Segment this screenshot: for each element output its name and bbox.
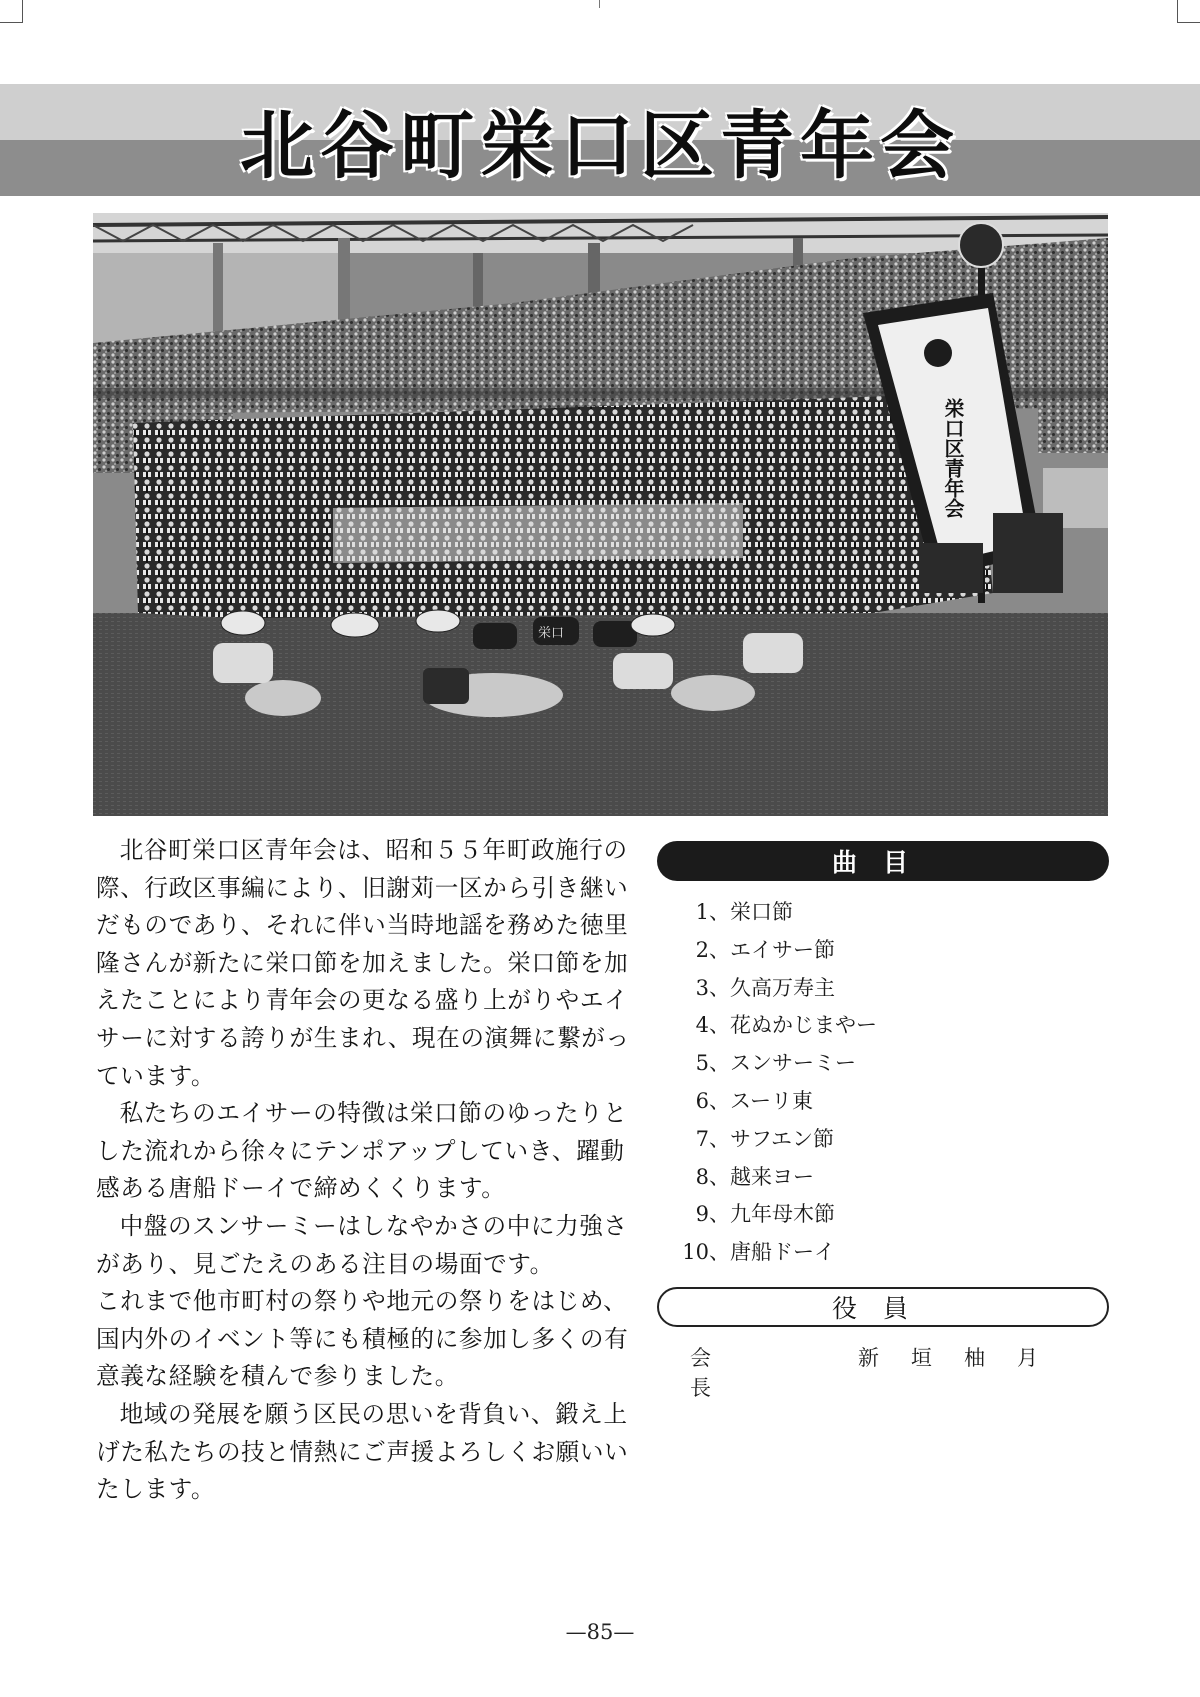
body-paragraph: 私たちのエイサーの特徴は栄口節のゆったりとした流れから徐々にテンポアップしていき、躍動感ある唐船ドーイで締めくくります。 — [96, 1099, 628, 1203]
song-item — [680, 1196, 877, 1234]
song-name: 唐船ドーイ — [730, 1240, 835, 1265]
song-name: 九年母木節 — [730, 1202, 835, 1227]
body-paragraph: 中盤のスンサーミーはしなやかさの中に力強さがあり、見ごたえのある注目の場面です。 — [96, 1211, 628, 1278]
body-paragraph: 北谷町栄口区青年会は、昭和５５年町政施行の際、行政区事編により、旧謝苅一区から引き継いだものであり、それに伴い当時地謡を務めた徳里隆さんが新たに栄口節を加えました。栄口節を加えたことにより青年会の更なる盛り上がりやエイサーに対する誇りが生まれ、現在の演舞に繋がっています。 — [96, 836, 630, 1090]
crop-mark-top-center — [599, 0, 600, 8]
banner-text: 栄口区青年会 — [941, 398, 965, 518]
song-name: エイサー節 — [730, 937, 835, 962]
officer-role: 会長 — [690, 1346, 781, 1400]
crop-mark-top-right — [1177, 0, 1200, 23]
song-number: 2、 — [695, 937, 730, 962]
officers-heading: 役員 — [657, 1287, 1109, 1327]
song-name: 花ぬかじまやー — [730, 1013, 877, 1038]
song-number: 6、 — [695, 1088, 730, 1113]
song-name: サフエン節 — [730, 1126, 834, 1151]
song-item — [680, 1083, 877, 1121]
body-paragraph: これまで他市町村の祭りや地元の祭りをはじめ、国内外のイベント等にも積極的に参加し多くの有意義な経験を積んで参りました。 — [96, 1287, 629, 1391]
song-name: 越来ヨー — [730, 1164, 814, 1189]
song-name: スンサーミー — [730, 1051, 856, 1076]
songs-list — [680, 894, 877, 1272]
crop-mark-top-left — [0, 0, 23, 23]
song-name: 久高万寿主 — [730, 975, 835, 1000]
song-item — [680, 1234, 877, 1272]
song-name: 栄口節 — [730, 900, 793, 924]
song-number: 5、 — [695, 1051, 730, 1076]
song-item — [680, 1045, 877, 1083]
song-number: 4、 — [695, 1013, 730, 1038]
page-title: 北谷町栄口区青年会 — [240, 103, 960, 189]
page-number: —85— — [565, 1620, 635, 1644]
song-number: 8、 — [695, 1164, 730, 1189]
song-item — [680, 894, 877, 932]
body-paragraph: 地域の発展を願う区民の思いを背負い、鍛え上げた私たちの技と情熱にご声援よろしくお願いいたします。 — [96, 1399, 629, 1504]
song-item — [680, 1121, 877, 1159]
song-item — [680, 1007, 877, 1045]
song-number: 7、 — [695, 1126, 730, 1151]
group-photo — [93, 213, 1108, 816]
drum-label: 栄口 — [538, 626, 565, 641]
song-item — [680, 1159, 877, 1197]
title-band — [0, 84, 1200, 196]
song-number: 10、 — [682, 1240, 730, 1265]
songs-heading: 曲目 — [657, 841, 1109, 881]
song-item — [680, 932, 877, 970]
officer-row — [690, 1342, 1070, 1402]
song-number: 3、 — [695, 975, 730, 1000]
song-name: スーリ東 — [730, 1088, 813, 1113]
officer-name: 新垣柚月 — [858, 1346, 1070, 1370]
body-text — [96, 832, 632, 1509]
song-number: 1、 — [695, 900, 730, 924]
song-item — [680, 970, 877, 1008]
song-number: 9、 — [695, 1202, 730, 1227]
